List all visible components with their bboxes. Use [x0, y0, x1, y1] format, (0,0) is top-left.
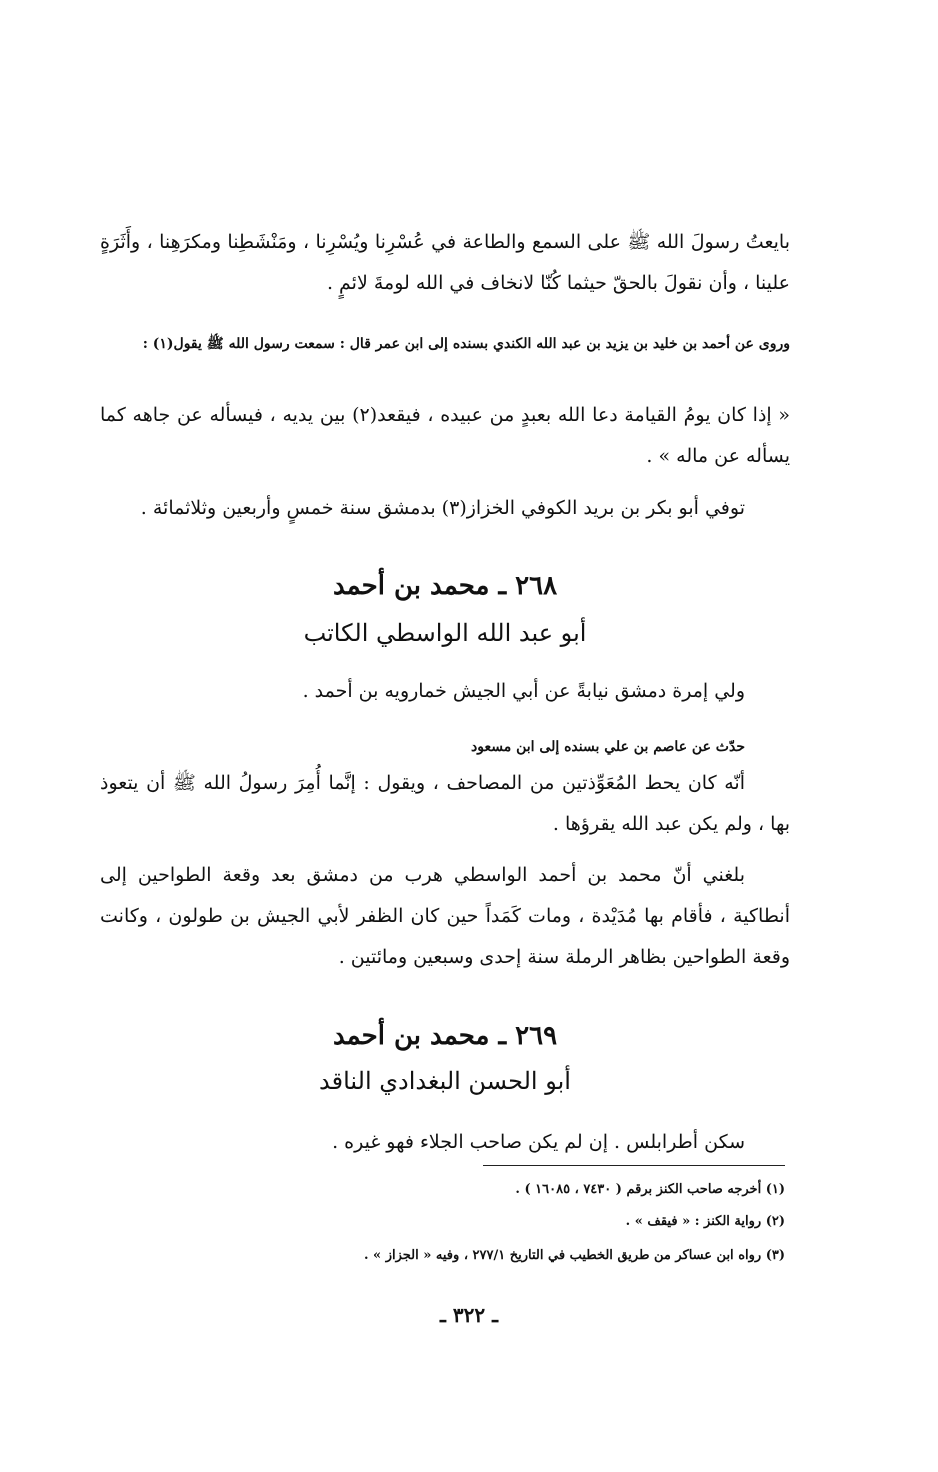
- entry-heading-268: ٢٦٨ ـ محمد بن أحمد: [332, 571, 558, 601]
- page-number: ـ ٣٢٢ ـ: [440, 1303, 498, 1327]
- paragraph-hadith-quote: « إذا كان يومُ القيامة دعا الله بعبدٍ من عبيده ، فيقعد(٢) بين يديه ، فيسأله عن جاهه كما يسأله عن ماله » .: [100, 404, 790, 467]
- footnote-separator: [483, 1165, 785, 1166]
- entry-subheading-268: أبو عبد الله الواسطي الكاتب: [303, 619, 587, 647]
- entry-subheading-269: أبو الحسن البغدادي الناقد: [319, 1067, 571, 1095]
- entry-heading-269: ٢٦٩ ـ محمد بن أحمد: [332, 1021, 558, 1051]
- paragraph-268-biography: بلغني أنّ محمد بن أحمد الواسطي هرب من دمشق بعد وقعة الطواحين إلى أنطاكية ، فأقام بها مُدَيْدة ، ومات كَمَداً حين كان الظفر لأبي الجيش بن طولون ، وكانت وقعة الطواحين بظاهر الرملة سنة إحدى وسبعين ومائتين .: [100, 864, 790, 968]
- footnote-2: (٢) رواية الكنز : « فيقف » .: [625, 1214, 785, 1229]
- paragraph-death-note: توفي أبو بكر بن بريد الكوفي الخزاز(٣) بدمشق سنة خمسٍ وأربعين وثلاثمائة .: [140, 497, 745, 519]
- paragraph-268-governorship: ولي إمرة دمشق نيابةً عن أبي الجيش خمارويه بن أحمد .: [302, 680, 745, 702]
- footnote-1: (١) أخرجه صاحب الكنز برقم ( ٧٤٣٠ ، ١٦٠٨٥ ) .: [515, 1182, 785, 1197]
- paragraph-269-residence: سكن أطرابلس . إن لم يكن صاحب الجلاء فهو غيره .: [332, 1131, 745, 1153]
- paragraph-bayatu: بايعتُ رسولَ الله ﷺ على السمع والطاعة في عُسْرِنا ويُسْرِنا ، ومَنْشَطِنا ومكرَهِنا ، وأَثَرَةٍ علينا ، وأن نقولَ بالحقّ حيثما كُنّا لانخاف في الله لومةَ لائمٍ .: [100, 231, 790, 294]
- paragraph-riwaya-intro: وروى عن أحمد بن خليد بن يزيد بن عبد الله الكندي بسنده إلى ابن عمر قال : سمعت رسول الله ﷺ يقول(١) :: [142, 336, 790, 352]
- paragraph-268-isnad: حدّث عن عاصم بن علي بسنده إلى ابن مسعود: [471, 739, 745, 755]
- paragraph-268-muawwidhatayn: أنّه كان يحط المُعَوِّذتين من المصاحف ، ويقول : إنَّما أُمِرَ رسولُ الله ﷺ أن يتعوذ بها ، ولم يكن عبد الله يقرؤها .: [100, 772, 790, 835]
- footnote-3: (٣) رواه ابن عساكر من طريق الخطيب في التاريخ ٢٧٧/١ ، وفيه « الجزاز » .: [364, 1248, 785, 1263]
